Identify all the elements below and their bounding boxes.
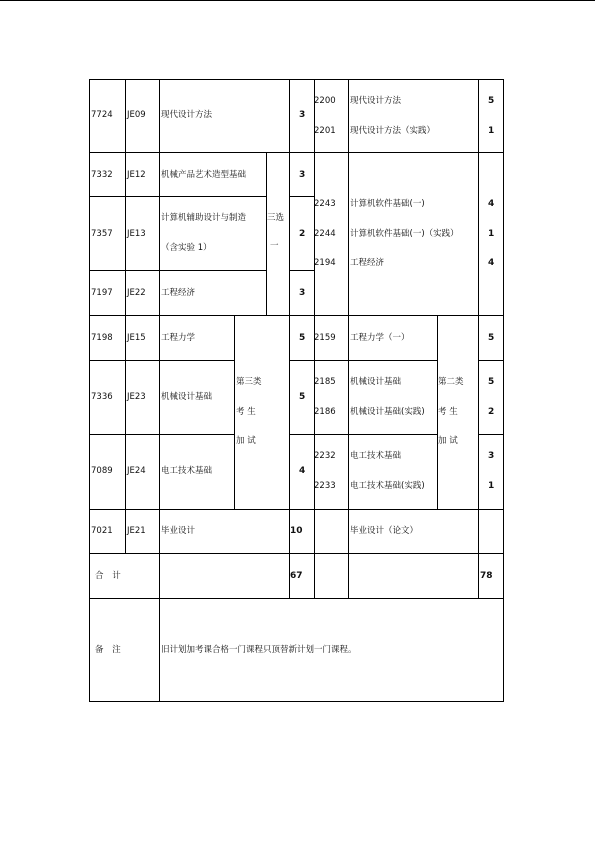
old-course-name: 现代设计方法 — [161, 110, 213, 120]
row-divider — [89, 509, 504, 510]
old-course-je: JE22 — [127, 288, 146, 298]
old-course-name: 机械产品艺术造型基础 — [161, 170, 247, 180]
column-divider — [478, 79, 479, 598]
new-course-code: 2194 — [314, 258, 336, 268]
new-credit: 1 — [488, 126, 495, 136]
total-old-credits: 67 — [290, 571, 303, 581]
new-credit: 2 — [488, 407, 495, 417]
row-divider — [89, 434, 234, 435]
new-course-code: 2233 — [314, 481, 336, 491]
new-course-name: 电工技术基础 — [350, 451, 402, 461]
new-course-name: 现代设计方法 — [350, 96, 402, 106]
old-credit: 5 — [299, 392, 306, 402]
old-course-code: 7089 — [91, 466, 113, 476]
new-credit: 5 — [488, 333, 495, 343]
remark-label: 备 注 — [95, 645, 121, 655]
row-divider — [89, 196, 266, 197]
old-category-label: 加 试 — [236, 436, 256, 446]
row-divider — [89, 270, 266, 271]
old-credit: 5 — [299, 333, 306, 343]
new-credit: 5 — [488, 96, 495, 106]
new-credit: 5 — [488, 377, 495, 387]
old-course-code: 7021 — [91, 526, 113, 536]
old-credit: 10 — [290, 526, 303, 536]
old-credit: 4 — [299, 466, 306, 476]
table-border-top — [89, 79, 504, 80]
column-divider — [159, 79, 160, 702]
new-course-name: 计算机软件基础(一) — [350, 199, 425, 209]
new-course-code: 2185 — [314, 377, 336, 387]
old-course-name: 工程经济 — [161, 288, 196, 298]
old-course-code: 7357 — [91, 229, 113, 239]
row-divider — [89, 598, 504, 599]
old-category-label: 考 生 — [236, 407, 256, 417]
new-course-name: 工程经济 — [350, 258, 385, 268]
new-credit: 4 — [488, 258, 495, 268]
new-course-name: 现代设计方法（实践） — [350, 126, 436, 136]
new-category-label: 第二类 — [438, 377, 464, 387]
column-divider — [266, 152, 267, 315]
row-divider — [478, 434, 504, 435]
choice-note: 三选 — [267, 213, 285, 223]
old-course-code: 7336 — [91, 392, 113, 402]
old-course-je: JE15 — [127, 333, 146, 343]
old-course-name: 工程力学 — [161, 333, 196, 343]
column-divider — [289, 79, 290, 598]
old-course-name: 机械设计基础 — [161, 392, 213, 402]
table-border-bottom — [89, 701, 504, 702]
old-course-name: 毕业设计 — [161, 526, 196, 536]
old-course-name-note: （含实验 1） — [161, 243, 212, 253]
row-divider — [89, 360, 234, 361]
new-course-code: 2186 — [314, 407, 336, 417]
new-course-name: 工程力学（一） — [350, 333, 410, 343]
total-label: 合 计 — [95, 571, 121, 581]
row-divider — [478, 360, 504, 361]
old-course-je: JE24 — [127, 466, 146, 476]
row-divider — [89, 315, 504, 316]
new-course-code: 2159 — [314, 333, 336, 343]
new-course-code: 2244 — [314, 229, 336, 239]
new-course-code: 2201 — [314, 126, 336, 136]
old-course-je: JE12 — [127, 170, 146, 180]
new-category-label: 加 试 — [438, 436, 458, 446]
old-category-label: 第三类 — [236, 377, 262, 387]
total-new-credits: 78 — [480, 571, 493, 581]
new-course-name: 机械设计基础 — [350, 377, 402, 387]
row-divider — [289, 360, 437, 361]
old-course-code: 7724 — [91, 110, 113, 120]
old-course-code: 7198 — [91, 333, 113, 343]
old-course-je: JE13 — [127, 229, 146, 239]
new-category-label: 考 生 — [438, 407, 458, 417]
choice-note: 一 — [270, 241, 279, 251]
column-divider — [125, 79, 126, 553]
old-credit: 2 — [299, 229, 306, 239]
new-course-name: 电工技术基础(实践) — [350, 481, 425, 491]
old-course-je: JE09 — [127, 110, 146, 120]
new-course-name: 机械设计基础(实践) — [350, 407, 425, 417]
new-credit: 3 — [488, 451, 495, 461]
row-divider — [289, 270, 314, 271]
remark-text: 旧计划加考课合格一门课程只顶替新计划一门课程。 — [161, 645, 357, 655]
old-credit: 3 — [299, 170, 306, 180]
old-course-name: 电工技术基础 — [161, 466, 213, 476]
row-divider — [289, 196, 314, 197]
old-course-code: 7332 — [91, 170, 113, 180]
old-course-code: 7197 — [91, 288, 113, 298]
new-course-code: 2243 — [314, 199, 336, 209]
old-course-je: JE23 — [127, 392, 146, 402]
table-border-right — [503, 79, 504, 702]
new-credit: 1 — [488, 229, 495, 239]
old-credit: 3 — [299, 110, 306, 120]
new-credit: 1 — [488, 481, 495, 491]
new-credit: 4 — [488, 199, 495, 209]
row-divider — [89, 152, 504, 153]
table-border-left — [89, 79, 90, 702]
column-divider — [348, 79, 349, 598]
new-course-name: 毕业设计（论文） — [350, 526, 419, 536]
new-course-code: 2232 — [314, 451, 336, 461]
old-course-name: 计算机辅助设计与制造 — [161, 213, 247, 223]
row-divider — [89, 553, 504, 554]
new-course-name: 计算机软件基础(一)（实践） — [350, 229, 459, 239]
column-divider — [234, 315, 235, 509]
old-course-je: JE21 — [127, 526, 146, 536]
old-credit: 3 — [299, 288, 306, 298]
new-course-code: 2200 — [314, 96, 336, 106]
row-divider — [289, 434, 437, 435]
